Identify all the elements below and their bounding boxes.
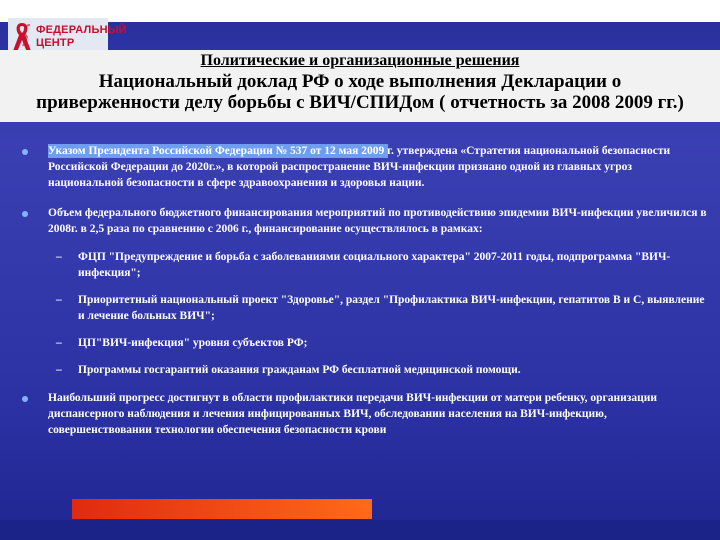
logo-text-line1: ФЕДЕРАЛЬНЫЙ (36, 24, 127, 36)
title-box (0, 50, 720, 122)
sub-item (22, 249, 710, 281)
section-heading: Политические и организационные решения (200, 52, 520, 69)
sub-item-text: Программы госгарантий оказания гражданам РФ бесплатной медицинской помощи. (78, 364, 521, 376)
page-title-line2: приверженности делу борьбы с ВИЧ/СПИДом ( отчетность за 2008 2009 гг.) (36, 92, 684, 113)
sub-item-text: Приоритетный национальный проект "Здоровье", раздел "Профилактика ВИЧ-инфекции, гепатитов В и С, выявление и лечение больных ВИЧ"; (78, 294, 705, 322)
sub-item (22, 335, 710, 351)
page-title-line1: Национальный доклад РФ о ходе выполнения Декларации о (98, 71, 622, 92)
accent-bar (72, 499, 372, 519)
logo-text-line2: ЦЕНТР (36, 37, 75, 49)
bullet-text: Указом Президента Российской Федерации № 537 от 12 мая 2009 г. утверждена «Стратегия национальной безопасности Российской Федерации до 2020г.», в которой распространение ВИЧ-инфекции признано одной из главных угроз национальной безопасности в сфере здравоохранения и здоровья нации. (48, 145, 671, 189)
slide-content (22, 143, 710, 452)
sub-item-text: ФЦП "Предупреждение и борьба с заболеваниями социального характера" 2007-2011 годы, подпрограмма "ВИЧ-инфекция"; (78, 251, 671, 279)
sub-item-text: ЦП"ВИЧ-инфекция" уровня субъектов РФ; (78, 337, 308, 349)
sub-item (22, 362, 710, 378)
sub-item (22, 292, 710, 324)
bullet-text: Наибольший прогресс достигнут в области профилактики передачи ВИЧ-инфекции от матери ребенку, организации диспансерного наблюдения и лечения инфицированных ВИЧ, обследовании населения на ВИЧ-инфекцию, совершенствовании технологии обеспечения безопасности крови (48, 392, 658, 436)
bullet-item (22, 205, 710, 237)
bottom-strip (0, 520, 720, 540)
bullet-item (22, 143, 710, 191)
red-ribbon-icon (10, 20, 34, 54)
bullet-item (22, 390, 710, 438)
bullet-text: Объем федерального бюджетного финансирования мероприятий по противодействию эпидемии ВИЧ-инфекции увеличился в 2008г. в 2,5 раза по сравнению с 2006 г., финансирование осуществлялось в рамках: (48, 207, 707, 235)
